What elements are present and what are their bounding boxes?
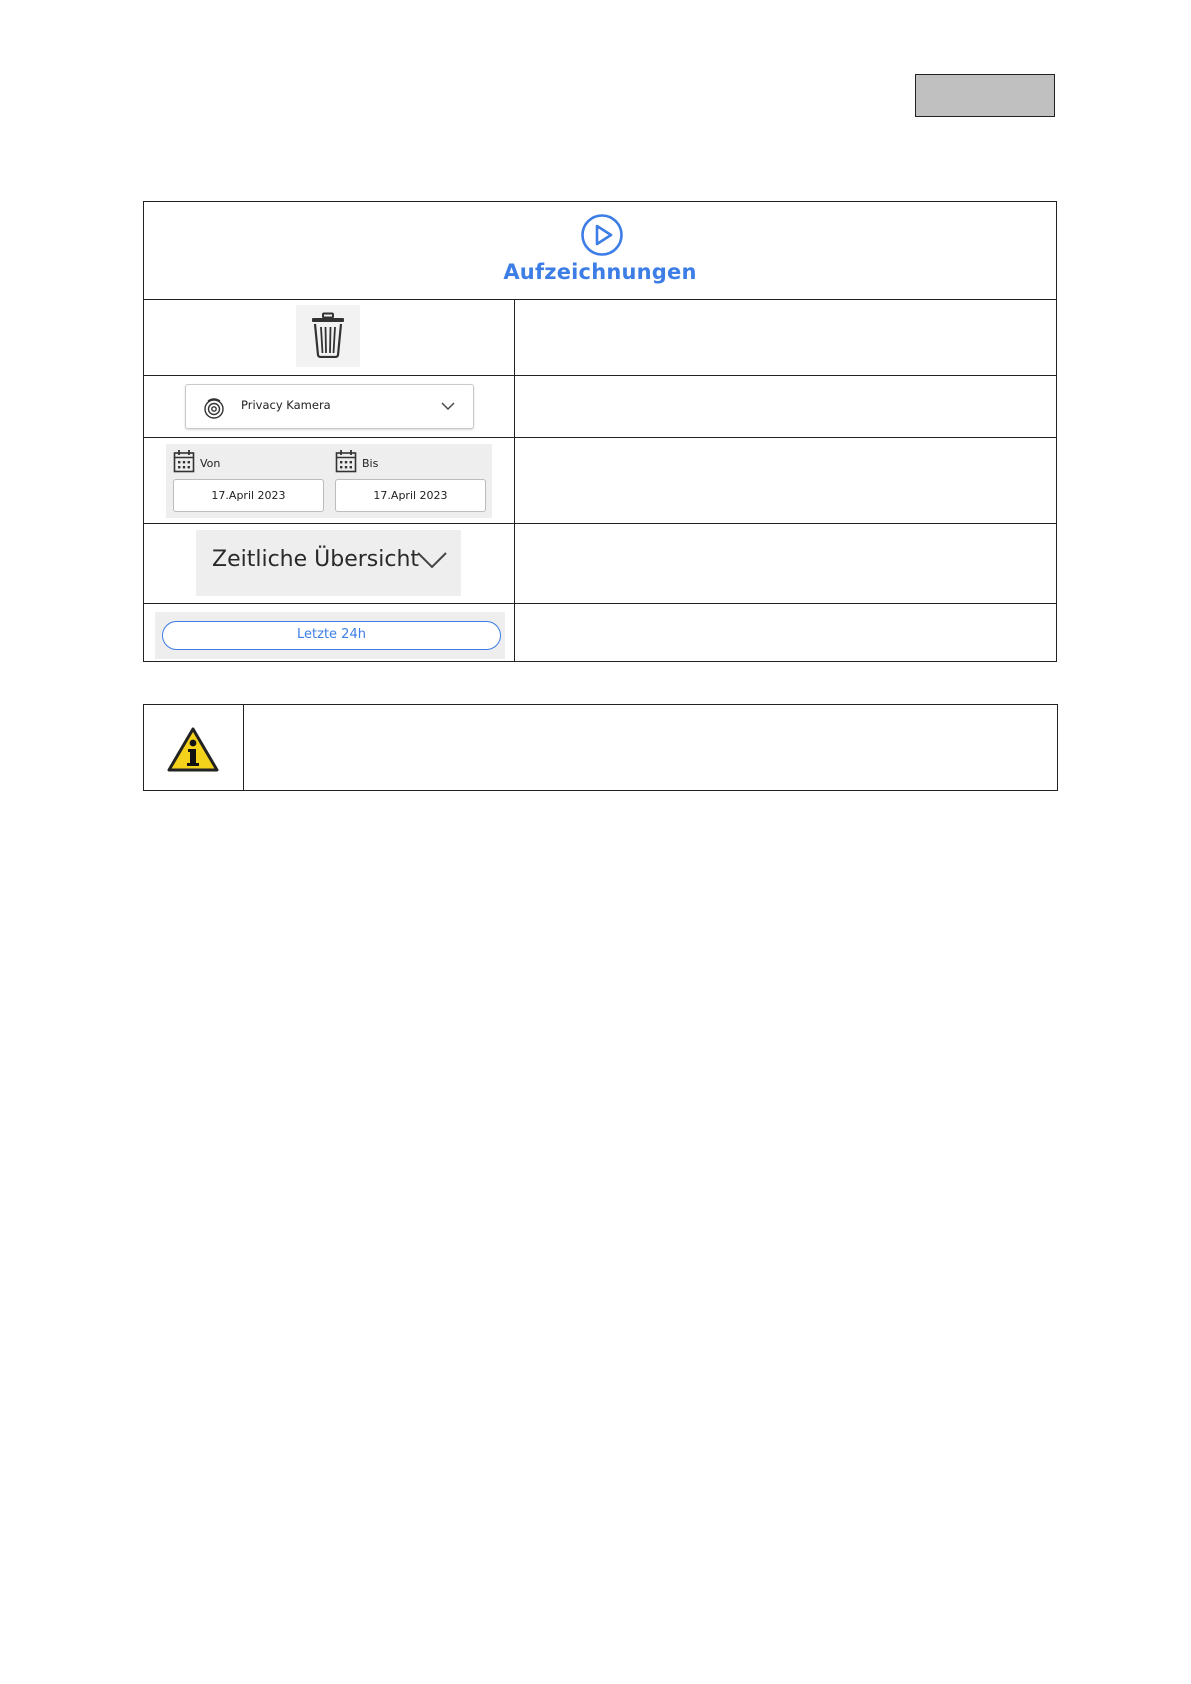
calendar-icon bbox=[173, 449, 195, 473]
chevron-down-icon bbox=[441, 401, 455, 411]
trash-icon[interactable] bbox=[310, 312, 346, 358]
warning-info-icon bbox=[166, 726, 220, 774]
play-circle-icon bbox=[580, 213, 624, 257]
info-note-box bbox=[143, 704, 1058, 791]
chevron-down-icon bbox=[416, 550, 448, 570]
info-divider bbox=[243, 705, 244, 790]
last-24h-button[interactable]: Letzte 24h bbox=[162, 621, 501, 650]
to-date-field[interactable]: 17.April 2023 bbox=[335, 479, 486, 512]
page-title: Aufzeichnungen bbox=[503, 260, 697, 284]
column-divider bbox=[514, 299, 515, 661]
row-divider bbox=[144, 299, 1056, 300]
row-divider bbox=[144, 375, 1056, 376]
from-date-field[interactable]: 17.April 2023 bbox=[173, 479, 324, 512]
row-divider bbox=[144, 437, 1056, 438]
table-header bbox=[144, 202, 1056, 299]
camera-select-label: Privacy Kamera bbox=[241, 398, 331, 412]
timeline-overview-dropdown[interactable] bbox=[196, 530, 461, 596]
row-divider bbox=[144, 523, 1056, 524]
to-label: Bis bbox=[362, 457, 379, 470]
feature-table bbox=[143, 201, 1057, 662]
camera-select[interactable] bbox=[185, 384, 474, 429]
camera-icon bbox=[202, 396, 226, 420]
timeline-overview-label: Zeitliche Übersicht bbox=[212, 547, 420, 572]
row-divider bbox=[144, 603, 1056, 604]
date-range-panel bbox=[166, 444, 492, 518]
from-label: Von bbox=[200, 457, 221, 470]
last-24h-panel bbox=[155, 612, 505, 659]
calendar-icon bbox=[335, 449, 357, 473]
corner-label-box bbox=[915, 74, 1055, 117]
